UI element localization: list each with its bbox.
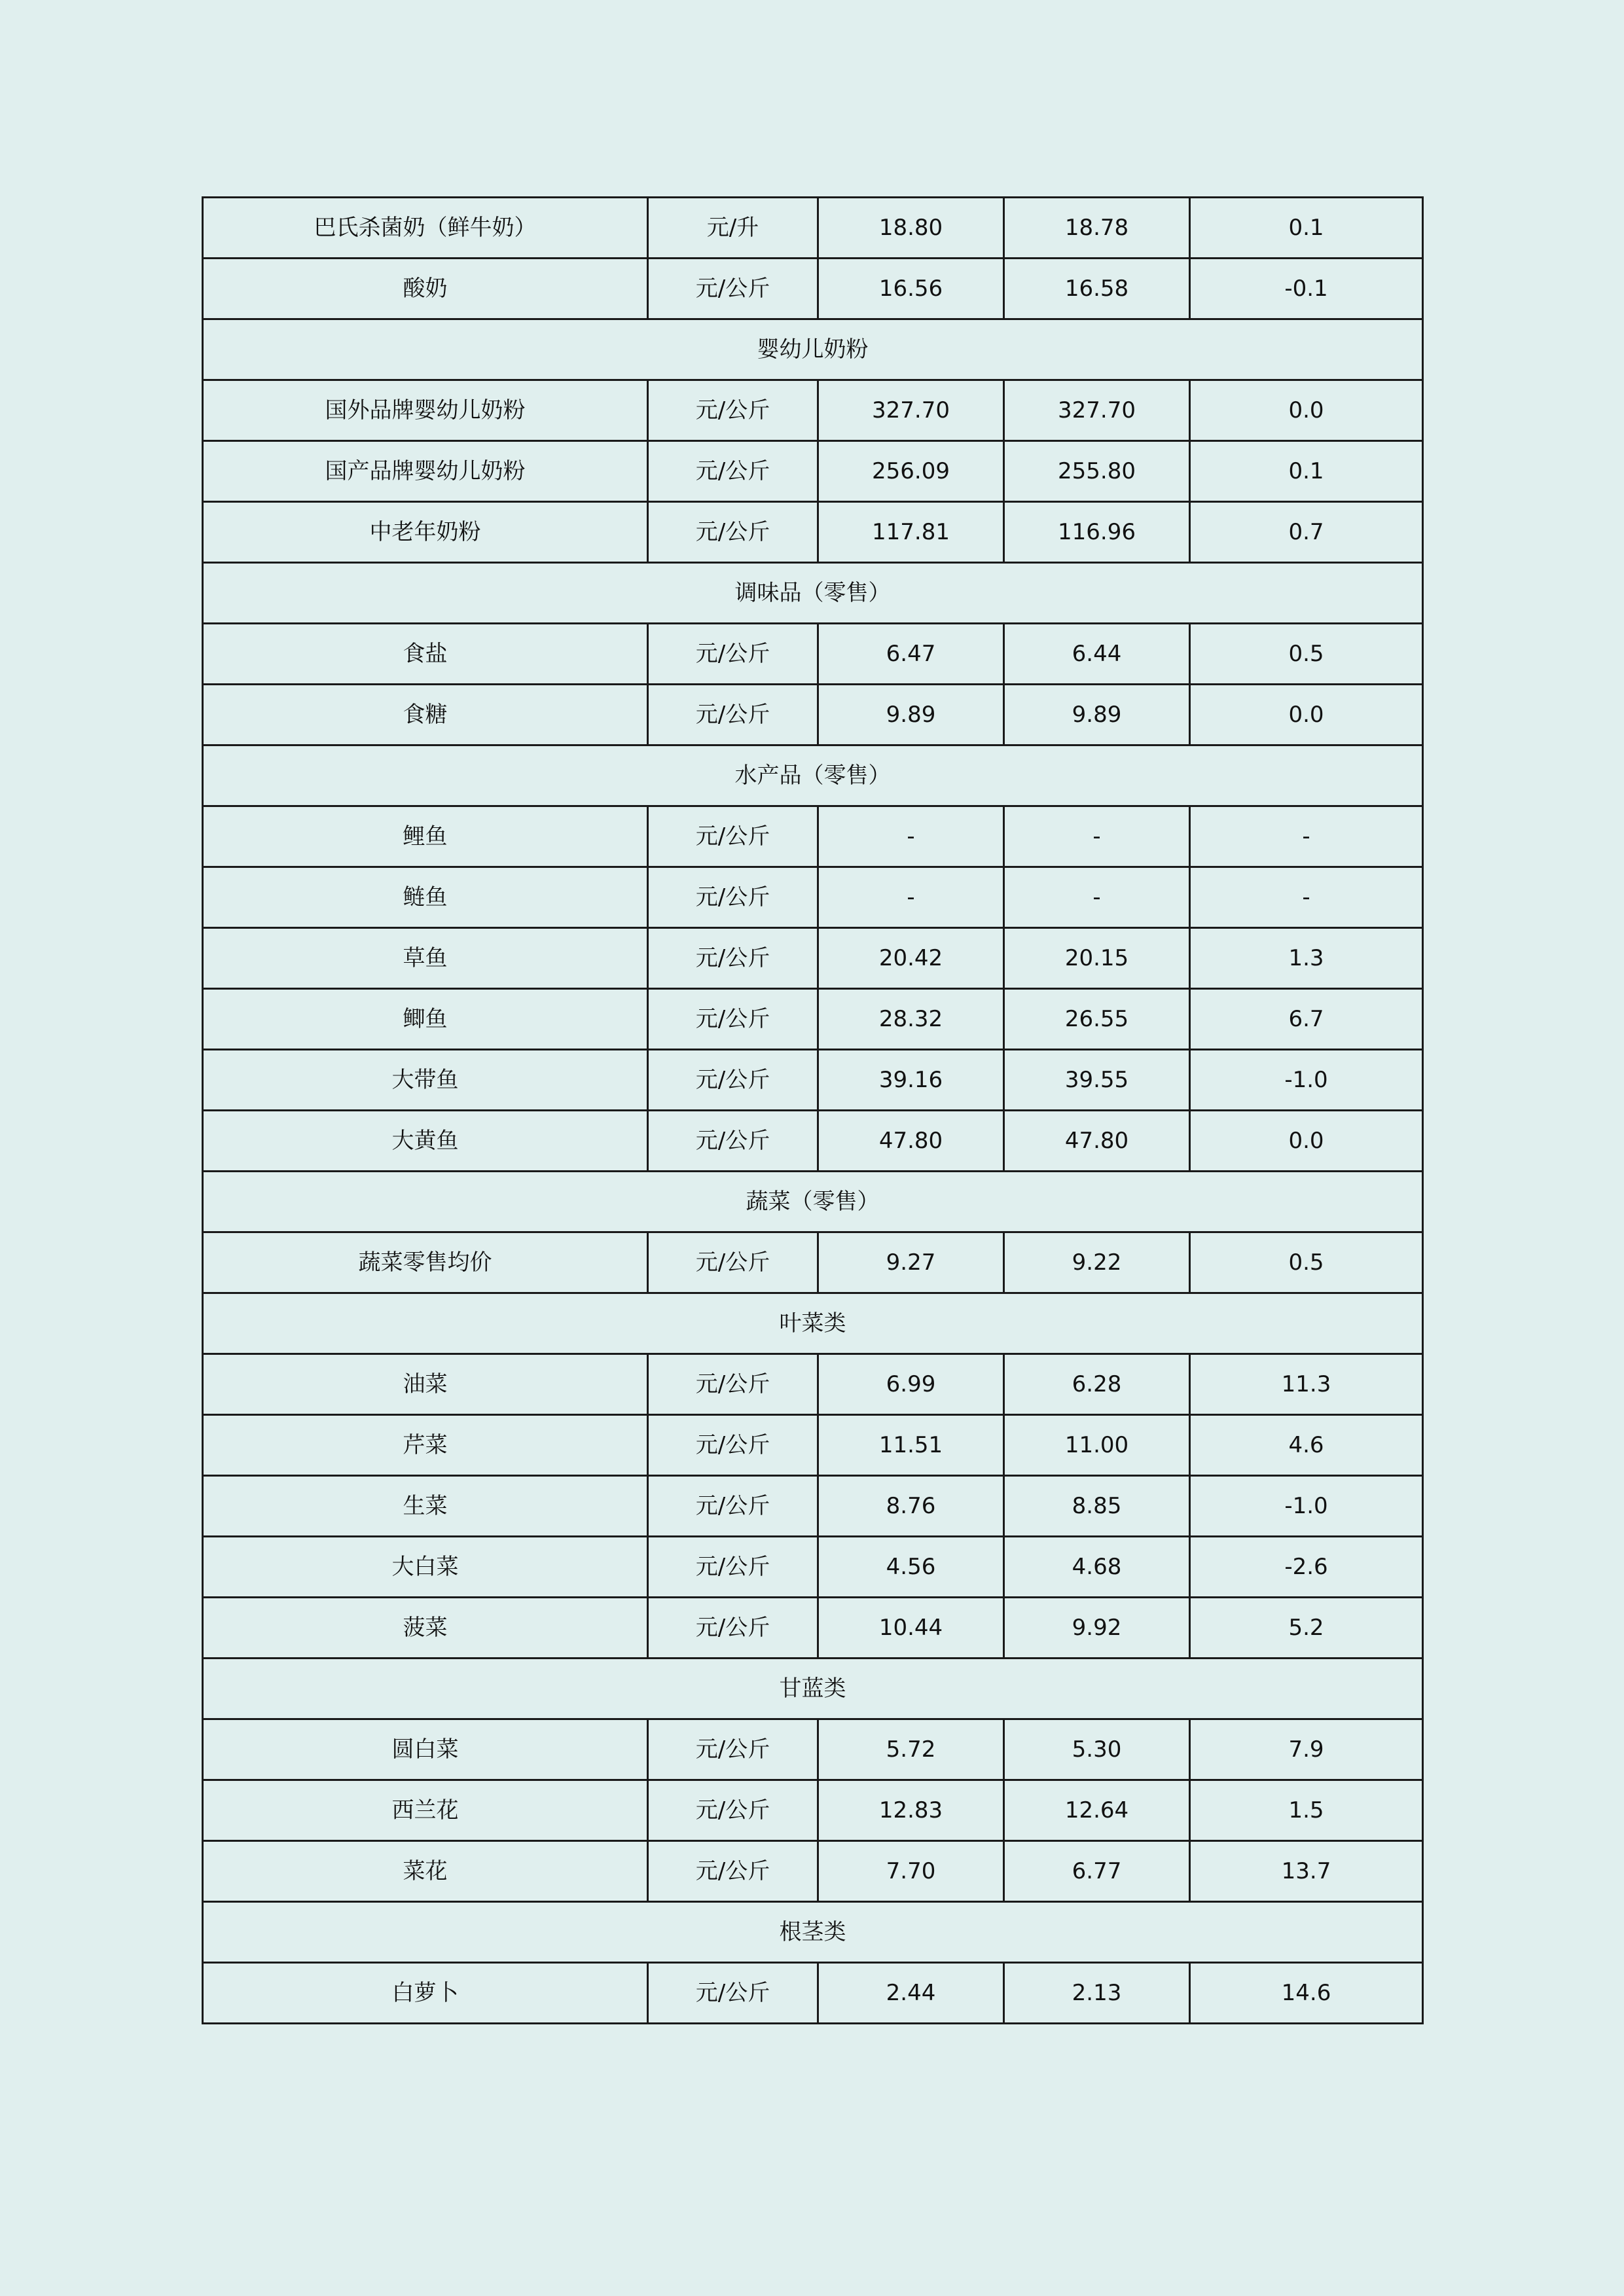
table-row [203,1415,1423,1476]
unit-cell: 元/公斤 [648,1780,818,1841]
category-header-row [203,563,1423,624]
current-price-cell: 7.70 [818,1841,1004,1902]
unit-cell: 元/公斤 [648,1841,818,1902]
unit-cell: 元/公斤 [648,1963,818,2024]
change-percent-cell: 7.9 [1190,1719,1423,1780]
table-row [203,259,1423,319]
unit-cell: 元/公斤 [648,1598,818,1659]
current-price-cell: 6.99 [818,1354,1004,1415]
previous-price-cell: 6.44 [1004,624,1190,685]
table-row [203,1963,1423,2024]
item-name-cell: 大带鱼 [203,1050,648,1111]
previous-price-cell: - [1004,806,1190,867]
change-percent-cell: 0.0 [1190,685,1423,745]
current-price-cell: 39.16 [818,1050,1004,1111]
table-row [203,928,1423,989]
previous-price-cell: 255.80 [1004,441,1190,502]
category-header-row [203,1293,1423,1354]
unit-cell: 元/公斤 [648,1719,818,1780]
item-name-cell: 食盐 [203,624,648,685]
item-name-cell: 芹菜 [203,1415,648,1476]
category-header-row [203,1902,1423,1963]
current-price-cell: 18.80 [818,198,1004,259]
item-name-cell: 国产品牌婴幼儿奶粉 [203,441,648,502]
change-percent-cell: -2.6 [1190,1537,1423,1598]
table-row [203,624,1423,685]
previous-price-cell: 116.96 [1004,502,1190,563]
change-percent-cell: 0.1 [1190,198,1423,259]
table-row [203,1232,1423,1293]
table-row [203,1537,1423,1598]
previous-price-cell: 20.15 [1004,928,1190,989]
current-price-cell: - [818,867,1004,928]
category-header-row [203,745,1423,806]
current-price-cell: 12.83 [818,1780,1004,1841]
previous-price-cell: 5.30 [1004,1719,1190,1780]
current-price-cell: 4.56 [818,1537,1004,1598]
current-price-cell: 9.89 [818,685,1004,745]
change-percent-cell: -1.0 [1190,1050,1423,1111]
previous-price-cell: 6.77 [1004,1841,1190,1902]
unit-cell: 元/公斤 [648,989,818,1050]
item-name-cell: 大白菜 [203,1537,648,1598]
unit-cell: 元/公斤 [648,1415,818,1476]
previous-price-cell: 9.89 [1004,685,1190,745]
change-percent-cell: - [1190,867,1423,928]
item-name-cell: 食糖 [203,685,648,745]
unit-cell: 元/公斤 [648,1476,818,1537]
current-price-cell: 47.80 [818,1111,1004,1172]
table-row [203,1841,1423,1902]
table-row [203,1780,1423,1841]
table-row [203,867,1423,928]
item-name-cell: 大黄鱼 [203,1111,648,1172]
item-name-cell: 酸奶 [203,259,648,319]
unit-cell: 元/公斤 [648,1354,818,1415]
previous-price-cell: 39.55 [1004,1050,1190,1111]
current-price-cell: - [818,806,1004,867]
previous-price-cell: 8.85 [1004,1476,1190,1537]
unit-cell: 元/公斤 [648,1537,818,1598]
item-name-cell: 菜花 [203,1841,648,1902]
current-price-cell: 20.42 [818,928,1004,989]
change-percent-cell: 14.6 [1190,1963,1423,2024]
change-percent-cell: 1.5 [1190,1780,1423,1841]
category-header-row [203,1659,1423,1719]
previous-price-cell: 26.55 [1004,989,1190,1050]
current-price-cell: 8.76 [818,1476,1004,1537]
item-name-cell: 蔬菜零售均价 [203,1232,648,1293]
category-header-cell: 蔬菜（零售） [203,1172,1423,1232]
table-row [203,380,1423,441]
current-price-cell: 28.32 [818,989,1004,1050]
table-row [203,806,1423,867]
current-price-cell: 117.81 [818,502,1004,563]
category-header-cell: 水产品（零售） [203,745,1423,806]
category-header-cell: 婴幼儿奶粉 [203,319,1423,380]
item-name-cell: 国外品牌婴幼儿奶粉 [203,380,648,441]
unit-cell: 元/公斤 [648,867,818,928]
unit-cell: 元/公斤 [648,259,818,319]
table-row [203,1476,1423,1537]
table-row [203,685,1423,745]
unit-cell: 元/公斤 [648,502,818,563]
category-header-cell: 甘蓝类 [203,1659,1423,1719]
change-percent-cell: 0.5 [1190,1232,1423,1293]
previous-price-cell: 4.68 [1004,1537,1190,1598]
category-header-row [203,1172,1423,1232]
item-name-cell: 巴氏杀菌奶（鲜牛奶） [203,198,648,259]
item-name-cell: 菠菜 [203,1598,648,1659]
price-table-body [203,198,1423,2024]
item-name-cell: 西兰花 [203,1780,648,1841]
unit-cell: 元/公斤 [648,1111,818,1172]
change-percent-cell: 11.3 [1190,1354,1423,1415]
previous-price-cell: 6.28 [1004,1354,1190,1415]
item-name-cell: 生菜 [203,1476,648,1537]
change-percent-cell: 13.7 [1190,1841,1423,1902]
change-percent-cell: 0.1 [1190,441,1423,502]
current-price-cell: 327.70 [818,380,1004,441]
table-row [203,1354,1423,1415]
previous-price-cell: 47.80 [1004,1111,1190,1172]
unit-cell: 元/公斤 [648,806,818,867]
current-price-cell: 5.72 [818,1719,1004,1780]
unit-cell: 元/公斤 [648,685,818,745]
item-name-cell: 草鱼 [203,928,648,989]
previous-price-cell: 327.70 [1004,380,1190,441]
unit-cell: 元/公斤 [648,624,818,685]
item-name-cell: 鲫鱼 [203,989,648,1050]
change-percent-cell: 0.7 [1190,502,1423,563]
table-row [203,1050,1423,1111]
previous-price-cell: - [1004,867,1190,928]
table-row [203,1111,1423,1172]
change-percent-cell: 6.7 [1190,989,1423,1050]
item-name-cell: 白萝卜 [203,1963,648,2024]
item-name-cell: 鲢鱼 [203,867,648,928]
current-price-cell: 256.09 [818,441,1004,502]
item-name-cell: 油菜 [203,1354,648,1415]
current-price-cell: 11.51 [818,1415,1004,1476]
unit-cell: 元/公斤 [648,380,818,441]
unit-cell: 元/公斤 [648,928,818,989]
table-row [203,198,1423,259]
previous-price-cell: 18.78 [1004,198,1190,259]
item-name-cell: 中老年奶粉 [203,502,648,563]
change-percent-cell: 4.6 [1190,1415,1423,1476]
previous-price-cell: 9.92 [1004,1598,1190,1659]
price-table [202,196,1424,2024]
change-percent-cell: - [1190,806,1423,867]
table-row [203,1598,1423,1659]
category-header-cell: 根茎类 [203,1902,1423,1963]
change-percent-cell: -1.0 [1190,1476,1423,1537]
table-row [203,1719,1423,1780]
change-percent-cell: 0.0 [1190,380,1423,441]
unit-cell: 元/公斤 [648,1232,818,1293]
current-price-cell: 10.44 [818,1598,1004,1659]
change-percent-cell: 1.3 [1190,928,1423,989]
unit-cell: 元/公斤 [648,1050,818,1111]
category-header-cell: 叶菜类 [203,1293,1423,1354]
change-percent-cell: 0.5 [1190,624,1423,685]
current-price-cell: 2.44 [818,1963,1004,2024]
previous-price-cell: 9.22 [1004,1232,1190,1293]
unit-cell: 元/升 [648,198,818,259]
table-row [203,989,1423,1050]
category-header-cell: 调味品（零售） [203,563,1423,624]
previous-price-cell: 16.58 [1004,259,1190,319]
item-name-cell: 鲤鱼 [203,806,648,867]
current-price-cell: 16.56 [818,259,1004,319]
category-header-row [203,319,1423,380]
previous-price-cell: 2.13 [1004,1963,1190,2024]
current-price-cell: 6.47 [818,624,1004,685]
change-percent-cell: -0.1 [1190,259,1423,319]
current-price-cell: 9.27 [818,1232,1004,1293]
previous-price-cell: 12.64 [1004,1780,1190,1841]
unit-cell: 元/公斤 [648,441,818,502]
change-percent-cell: 5.2 [1190,1598,1423,1659]
table-row [203,441,1423,502]
previous-price-cell: 11.00 [1004,1415,1190,1476]
table-row [203,502,1423,563]
item-name-cell: 圆白菜 [203,1719,648,1780]
change-percent-cell: 0.0 [1190,1111,1423,1172]
